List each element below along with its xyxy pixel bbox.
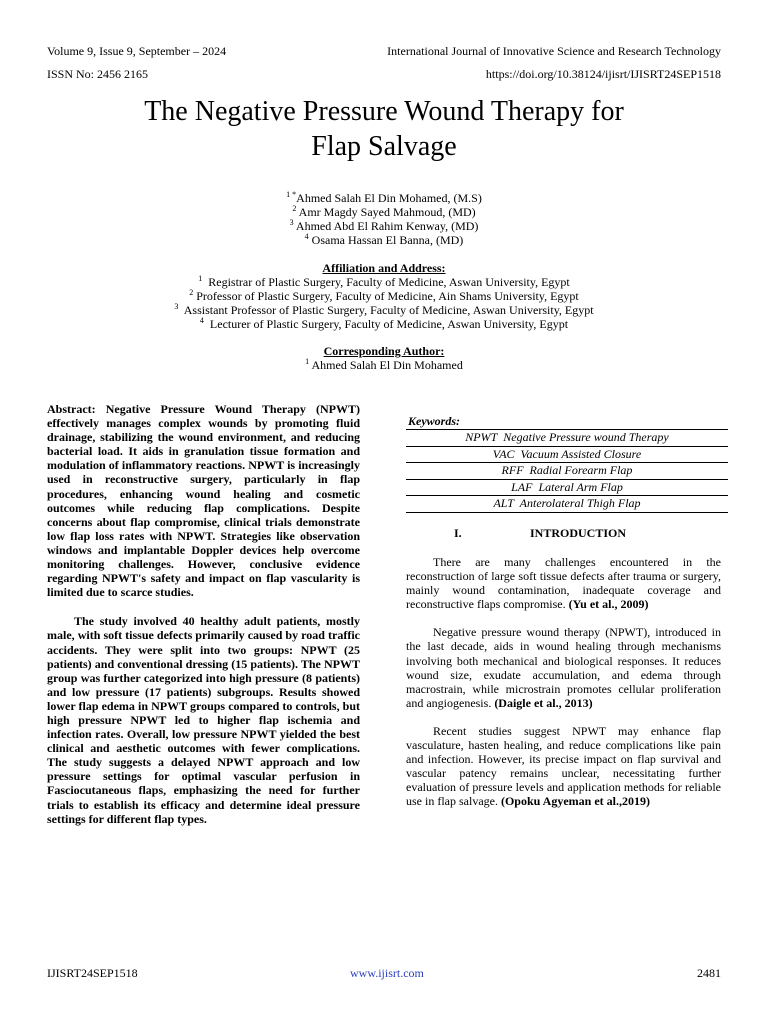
keyword-abbr: LAF: [511, 479, 533, 494]
intro-text: Recent studies suggest NPWT may enhance flap vasculature, hasten healing, and reduce complications like pain and infection. However, its precise impact on flap survival and vascular patency remains unclear, necessitating further evaluation of pressure levels and application methods for reliable use in flap salvage.: [406, 723, 721, 809]
intro-text: There are many challenges encountered in the reconstruction of large soft tissue defects after trauma or surgery, mainly wound contamination, inadequate coverage and reconstructive flaps compromise.: [406, 555, 721, 612]
footer-site-link[interactable]: www.ijisrt.com: [350, 966, 424, 980]
affiliation-2-text: Professor of Plastic Surgery, Faculty of Medicine, Ain Shams University, Egypt: [196, 289, 579, 303]
author-1: [0, 191, 768, 205]
intro-paragraph-1: [406, 555, 721, 611]
affiliation-3-text: Assistant Professor of Plastic Surgery, Faculty of Medicine, Aswan University, Egypt: [183, 303, 594, 317]
keyword-row: [406, 463, 728, 480]
affiliation-1: [0, 275, 768, 289]
section-title: INTRODUCTION: [530, 526, 627, 540]
corresponding-author: [0, 358, 768, 372]
abstract-paragraph-2: The study involved 40 healthy adult patients, mostly male, with soft tissue defects primarily caused by road traffic accidents. They were split into two groups: NPWT (25 patients) and conventional dressing (15 patients). The NPWT group was further categorized into high pressure (8 patients) and low pressure (17 patients) subgroups. Results showed lower flap edema in NPWT groups compared to controls, but high pressure NPWT led to higher flap ischemia and infection rates. Overall, low pressure NPWT yielded the best clinical and aesthetic outcomes with fewer complications. The study suggests a delayed NPWT approach and low pressure settings for optimal vascular perfusion in Fasciocutaneous flaps, emphasizing the need for further trials to establish its efficacy and determine ideal pressure settings for different flap types.: [47, 614, 360, 826]
abstract-paragraph-1: Abstract: Negative Pressure Wound Therapy (NPWT) effectively manages complex wounds by promoting fluid drainage, stabilizing the wound environment, and reducing bacterial load. It aids in granulation tissue formation and modulation of inflammatory reactions. NPWT is increasingly used in reconstructive surgery, particularly in flap procedures, enhancing wound healing and cosmetic outcomes while reducing flap complications. Despite concerns about flap compromise, clinical trials demonstrate low flap loss rates with NPWT. Strategies like observation windows and implantable Doppler devices help overcome monitoring challenges. However, conclusive evidence regarding NPWT's safety and impact on flap vascularity is limited due to scarce studies.: [47, 402, 360, 600]
title-line-2: Flap Salvage: [311, 131, 457, 162]
paper-title: [0, 94, 768, 164]
author-1-name: Ahmed Salah El Din Mohamed, (M.S): [296, 191, 482, 205]
affiliation-1-text: Registrar of Plastic Surgery, Faculty of Medicine, Aswan University, Egypt: [208, 275, 570, 289]
intro-text: Negative pressure wound therapy (NPWT), introduced in the last decade, aids in wound healing through mechanisms involving both mechanical and biological responses. It reduces wound size, exudate accumulation, and edema through macrostrain, while microstrain promotes cellular proliferation and angiogenesis.: [406, 625, 721, 710]
affiliation-4-text: Lecturer of Plastic Surgery, Faculty of Medicine, Aswan University, Egypt: [209, 317, 569, 331]
footer-page-number: 2481: [697, 966, 721, 980]
affiliation-2-sup: 2: [189, 288, 194, 297]
abstract-column: [47, 402, 360, 826]
keyword-full: Negative Pressure wound Therapy: [503, 430, 669, 444]
keyword-full: Vacuum Assisted Closure: [520, 446, 642, 461]
author-2-sup: 2: [292, 204, 297, 213]
author-1-sup: 1 *: [286, 190, 297, 199]
author-list: [0, 191, 768, 247]
intro-paragraph-2: [406, 625, 721, 710]
affiliation-block: [0, 261, 768, 331]
section-number: I.: [454, 526, 462, 540]
keyword-abbr: NPWT: [465, 430, 498, 444]
keyword-abbr: RFF: [501, 463, 524, 477]
keyword-row: [406, 480, 728, 497]
author-4: [0, 233, 768, 247]
author-4-sup: 4: [304, 232, 309, 241]
header-journal: International Journal of Innovative Science and Research Technology: [387, 44, 721, 58]
affiliation-3-sup: 3: [174, 302, 179, 311]
keyword-row: [406, 430, 728, 447]
corresponding-name: Ahmed Salah El Din Mohamed: [311, 358, 463, 372]
keyword-full: Anterolateral Thigh Flap: [519, 496, 641, 510]
keyword-full: Lateral Arm Flap: [538, 479, 623, 494]
affiliation-1-sup: 1: [198, 274, 203, 283]
keywords-table: [406, 414, 728, 513]
introduction-column: [406, 555, 721, 809]
keywords-label: Keywords:: [406, 414, 728, 430]
author-3: [0, 219, 768, 233]
citation: (Yu et al., 2009): [568, 597, 649, 612]
affiliation-label: Affiliation and Address:: [322, 261, 446, 275]
keyword-full: Radial Forearm Flap: [529, 463, 633, 477]
citation: (Daigle et al., 2013): [494, 695, 593, 710]
corresponding-sup: 1: [305, 357, 310, 366]
keyword-row: [406, 447, 728, 464]
affiliation-2: [0, 289, 768, 303]
corresponding-label: Corresponding Author:: [323, 344, 445, 358]
keyword-abbr: ALT: [493, 496, 514, 510]
footer-paper-id: IJISRT24SEP1518: [47, 966, 138, 980]
affiliation-4: [0, 317, 768, 331]
intro-paragraph-3: [406, 724, 721, 809]
author-2-name: Amr Magdy Sayed Mahmoud, (MD): [298, 205, 476, 219]
author-2: [0, 205, 768, 219]
affiliation-4-sup: 4: [199, 316, 204, 325]
author-4-name: Osama Hassan El Banna, (MD): [311, 233, 464, 247]
corresponding-author-block: [0, 344, 768, 372]
keyword-abbr: VAC: [492, 446, 515, 461]
header-volume: Volume 9, Issue 9, September – 2024: [47, 44, 227, 58]
header-issn: ISSN No: 2456 2165: [47, 67, 149, 81]
author-3-sup: 3: [289, 218, 294, 227]
citation: (Opoku Agyeman et al.,2019): [500, 794, 650, 809]
author-3-name: Ahmed Abd El Rahim Kenway, (MD): [295, 219, 479, 233]
title-line-1: The Negative Pressure Wound Therapy for: [144, 96, 624, 127]
header-doi-link[interactable]: https://doi.org/10.38124/ijisrt/IJISRT24SEP1518: [485, 67, 721, 81]
affiliation-3: [0, 303, 768, 317]
keyword-row: [406, 496, 728, 513]
